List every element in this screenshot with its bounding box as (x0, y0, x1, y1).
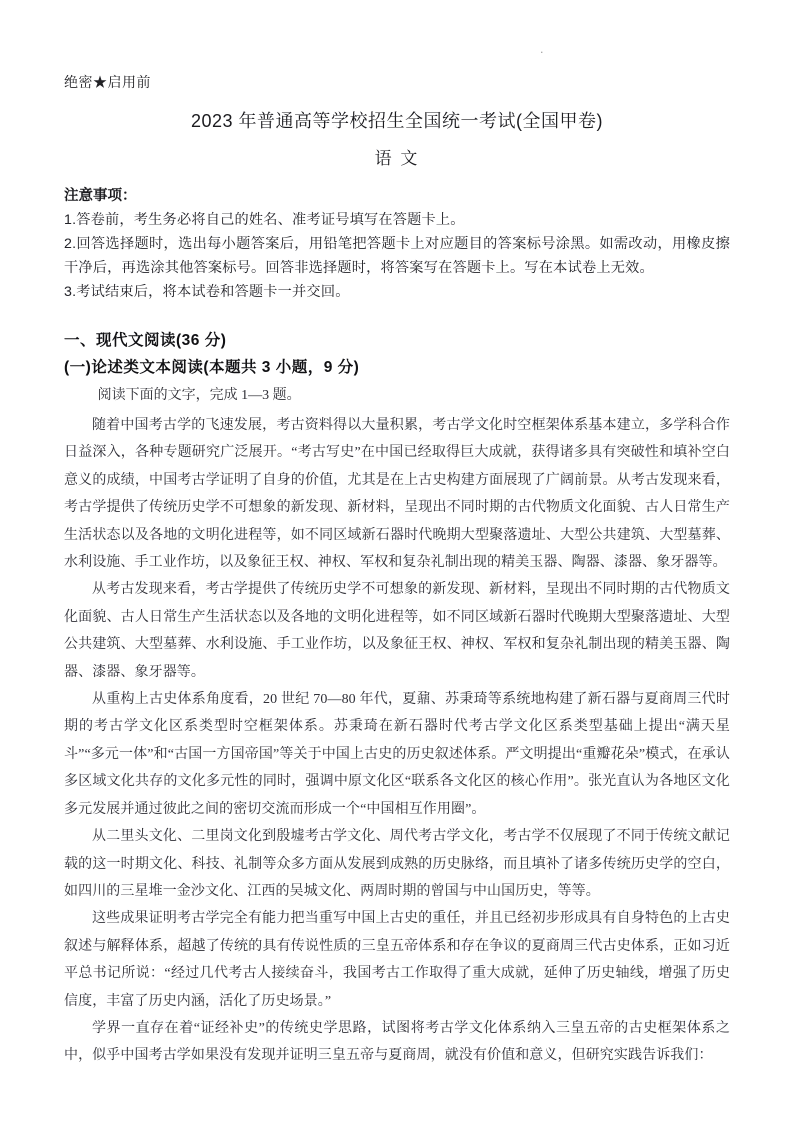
notice-heading: 注意事项： (64, 188, 137, 204)
passage-paragraph-1: 随着中国考古学的飞速发展，考古资料得以大量积累，考古学文化时空框架体系基本建立，多学科合作日益深入，各种专题研究广泛展开。“考古写史”在中国已经取得巨大成就，获得诸多具有突破性和填补空白意义的成绩，中国考古学证明了自身的价值，尤其是在上古史构建方面展现了广阔前景。从考古发现来看，考古学提供了传统历史学不可想象的新发现、新材料，呈现出不同时期的古代物质文化面貌、古人日常生产生活状态以及各地的文明化进程等，如不同区域新石器时代晚期大型聚落遗址、大型公共建筑、大型墓葬、水利设施、手工业作坊，以及象征王权、神权、军权和复杂礼制出现的精美玉器、陶器、漆器、象牙器等。 (64, 418, 730, 571)
reading-instruction: 阅读下面的文字，完成 1—3 题。 (97, 388, 301, 403)
notice-item-2: 2.回答选择题时，选出每小题答案后，用铅笔把答题卡上对应题目的答案标号涂黑。如需改动，用橡皮擦干净后，再选涂其他答案标号。回答非选择题时，将答案写在答题卡上。写在本试卷上无效。 (64, 236, 730, 276)
exam-title: 2023 年普通高等学校招生全国统一考试(全国甲卷) (190, 111, 604, 131)
passage-paragraph-6: 学界一直存在着“证经补史”的传统史学思路，试图将考古学文化体系纳入三皇五帝的古史框架体系之中，似乎中国考古学如果没有发现并证明三皇五帝与夏商周，就没有价值和意义，但研究实践告诉我们： (64, 1020, 730, 1064)
subject-title: 语 文 (374, 149, 420, 168)
section-heading: 一、现代文阅读(36 分) (64, 332, 227, 349)
passage-paragraph-2: 从考古发现来看，考古学提供了传统历史学不可想象的新发现、新材料，呈现出不同时期的古代物质文化面貌、古人日常生产生活状态以及各地的文明化进程等，如不同区域新石器时代晚期大型聚落遗址、大型公共建筑、大型墓葬、水利设施、手工业作坊，以及象征王权、神权、军权和复杂礼制出现的精美玉器、陶器、漆器、象牙器等。 (64, 582, 730, 680)
notice-item-3: 3.考试结束后，将本试卷和答题卡一并交回。 (64, 284, 350, 300)
notice-item-1: 1.答卷前，考生务必将自己的姓名、准考证号填写在答题卡上。 (64, 212, 465, 228)
subsection-heading: (一)论述类文本阅读(本题共 3 小题，9 分) (64, 359, 360, 376)
stray-dot-mark: · (540, 46, 544, 59)
passage-paragraph-3: 从重构上古史体系角度看，20 世纪 70—80 年代，夏鼐、苏秉琦等系统地构建了新石器与夏商周三代时期的考古学文化区系类型时空框架体系。苏秉琦在新石器时代考古学文化区系类型基础上提出“满天星斗”“多元一体”和“古国一方国帝国”等关于中国上古史的历史叙述体系。严文明提出“重瓣花朵”模式，在承认多区域文化共存的文化多元性的同时，强调中原文化区“联系各文化区的核心作用”。张光直认为各地区文化多元发展并通过彼此之间的密切交流而形成一个“中国相互作用圈”。 (64, 692, 730, 817)
passage-paragraph-4: 从二里头文化、二里岗文化到殷墟考古学文化、周代考古学文化，考古学不仅展现了不同于传统文献记载的这一时期文化、科技、礼制等众多方面从发展到成熟的历史脉络，而且填补了诸多传统历史学的空白，如四川的三星堆一金沙文化、江西的吴城文化、两周时期的曾国与中山国历史，等等。 (64, 829, 730, 899)
passage-paragraph-5: 这些成果证明考古学完全有能力把当重写中国上古史的重任，并且已经初步形成具有自身特色的上古史叙述与解释体系，超越了传统的具有传说性质的三皇五帝体系和存在争议的夏商周三代古史体系，正如习近平总书记所说：“经过几代考古人接续奋斗，我国考古工作取得了重大成就，延伸了历史轴线，增强了历史信度，丰富了历史内涵，活化了历史场景。” (64, 911, 730, 1009)
notice-list (64, 208, 730, 304)
reading-passage (64, 412, 730, 1070)
security-classification: 绝密★启用前 (64, 74, 151, 90)
